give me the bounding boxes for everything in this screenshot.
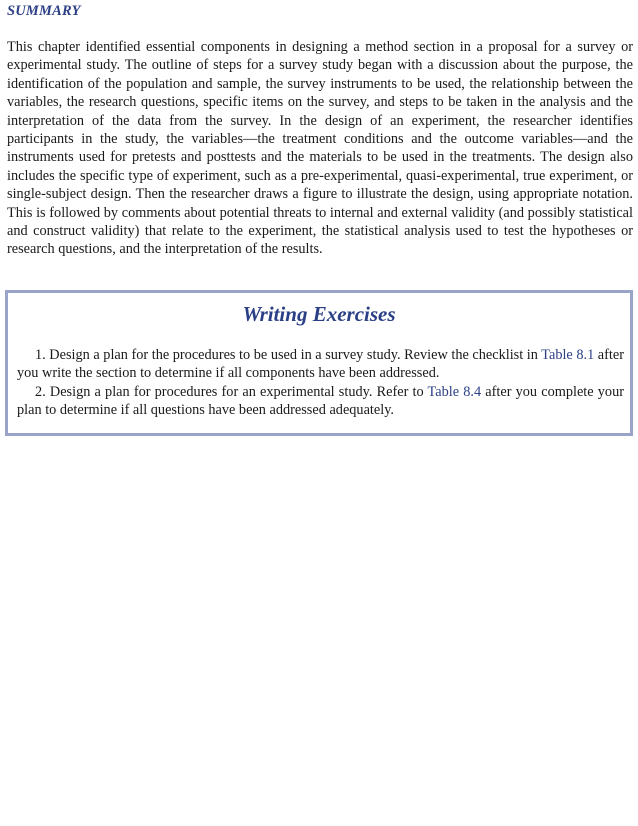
table-8-4-link[interactable]: Table 8.4	[427, 383, 482, 400]
exercise-item-1	[17, 346, 624, 383]
writing-exercises-title: Writing Exercises	[242, 302, 396, 326]
writing-exercises-box	[5, 290, 633, 436]
exercise-2-text-end: after you complete your plan to determine if all questions have been addressed adequately.	[17, 383, 624, 419]
exercise-1-text-end: after you write the section to determine if all components have been addressed.	[17, 347, 624, 382]
summary-heading: SUMMARY	[7, 3, 81, 19]
summary-paragraph: This chapter identified essential components in designing a method section in a proposal for a survey or experimental study. The outline of steps for a survey study began with a discussion about the purpose, the identification of the population and sample, the survey instruments to be used, the relationship between the variables, the research questions, specific items on the survey, and steps to be taken in the analysis and the interpretation of the data from the survey. In the design of an experiment, the researcher identifies participants in the study, the variables—the treatment conditions and the outcome variables—and the instruments used for pretests and posttests and the materials to be used in the treatments. The design also includes the specific type of experiment, such as a pre-experimental, quasi-experimental, true experiment, or single-subject design. Then the researcher draws a figure to illustrate the design, using appropriate notation. This is followed by comments about potential threats to internal and external validity (and possibly statistical and construct validity) that relate to the experiment, the statistical analysis used to test the hypotheses or research questions, and the interpretation of the results.	[7, 39, 633, 258]
exercise-1-text: 1. Design a plan for the procedures to be used in a survey study. Review the checklist in	[35, 347, 542, 363]
exercise-2-text: 2. Design a plan for procedures for an experimental study. Refer to	[35, 383, 428, 400]
table-8-1-link[interactable]: Table 8.1	[541, 347, 595, 363]
exercise-item-2	[17, 383, 624, 420]
exercise-list	[17, 346, 624, 420]
